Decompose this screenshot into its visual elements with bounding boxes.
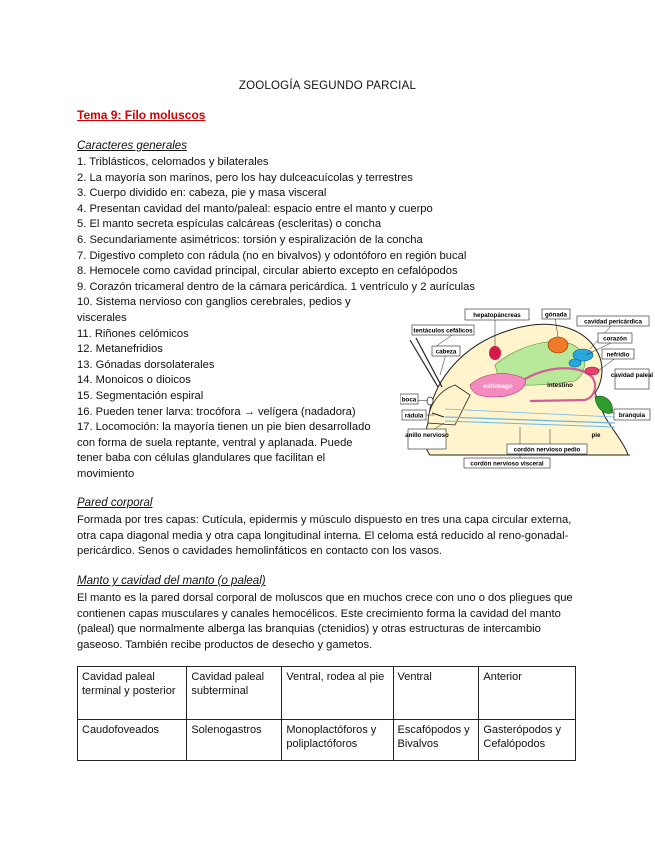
table-cell: Cavidad paleal subterminal <box>187 667 282 720</box>
list-item: 16. Pueden tener larva: trocófora → velígera (nadadora) <box>77 405 356 418</box>
tema-heading: Tema 9: Filo moluscos <box>77 108 206 122</box>
pared-heading: Pared corporal <box>77 497 153 509</box>
gonad-shape <box>548 337 568 353</box>
list-item: 15. Segmentación espiral <box>77 389 204 402</box>
table-row <box>78 720 576 761</box>
label-hepatopancreas: hepatopáncreas <box>473 312 521 319</box>
table-cell: Monoplactóforos y poliplactóforos <box>282 720 393 761</box>
table-cell: Ventral <box>393 667 479 720</box>
label-cordon-pedio: cordón nervioso pedio <box>513 446 581 454</box>
list-item: 7. Digestivo completo con rádula (no en bivalvos) y odontóforo en región bucal <box>77 249 467 262</box>
manto-heading: Manto y cavidad del manto (o paleal) <box>77 575 266 587</box>
pared-text: Formada por tres capas: Cutícula, epidermis y músculo dispuesto en tres una capa circular externa, otra capa diagonal media y otra capa longitudinal interna. El celoma está reducido al reno-gonadal-pericárdico. Senos o cavidades hemolinfáticos en contacto con los vasos. <box>77 514 572 558</box>
list-item: 2. La mayoría son marinos, pero los hay dulceacuícolas y terrestres <box>77 171 413 184</box>
list-item: 11. Riñones celómicos <box>77 327 189 340</box>
table-cell: Escafópodos y Bivalvos <box>393 720 479 761</box>
label-cavidad-pericardica: cavidad pericárdica <box>584 318 642 326</box>
label-intestino: intestino <box>547 382 573 389</box>
label-cabeza: cabeza <box>435 348 457 356</box>
label-estomago: estómago <box>483 383 513 390</box>
table-cell: Anterior <box>479 667 576 720</box>
table-cell: Cavidad paleal terminal y posterior <box>78 667 187 720</box>
nephridium-shape <box>585 367 599 375</box>
label-nefridio: nefridio <box>606 351 630 359</box>
caracteres-heading: Caracteres generales <box>77 140 187 152</box>
list-item: 9. Corazón tricameral dentro de la cámara pericárdica. 1 ventrículo y 2 aurículas <box>77 280 475 293</box>
list-item: 5. El manto secreta espículas calcáreas (escleritas) o concha <box>77 218 382 231</box>
list-item: 12. Metanefridios <box>77 343 163 356</box>
label-gonada: gónada <box>544 311 568 319</box>
table-row <box>78 667 576 720</box>
manto-text: El manto es la pared dorsal corporal de moluscos que en muchos crece con uno o dos pliegues que contienen capas musculares y canales hemocélicos. Este crecimiento forma la cavidad del manto (paleal) que normalmente alberga las branquias (ctenidios) y otras estructuras de intercambio gaseoso. También recibe productos de desecho y gametos. <box>77 592 573 651</box>
label-branquia: branquia <box>618 412 646 419</box>
list-item: 4. Presentan cavidad del manto/paleal: espacio entre el manto y cuerpo <box>77 202 433 215</box>
table-cell: Caudofoveados <box>78 720 187 761</box>
table-cell: Ventral, rodea al pie <box>282 667 393 720</box>
mollusc-anatomy-diagram <box>400 305 655 475</box>
label-cordon-visceral: cordón nervioso visceral <box>470 460 544 468</box>
list-item: 6. Secundariamente asimétricos: torsión y espiralización de la concha <box>77 233 423 246</box>
label-tentaculos: tentáculos cefálicos <box>413 327 473 335</box>
label-radula: rádula <box>404 412 424 420</box>
table-cell: Gasterópodos y Cefalópodos <box>479 720 576 761</box>
list-item: 14. Monoicos o dioicos <box>77 374 191 387</box>
list-item: 17. Locomoción: la mayoría tienen un pie bien desarrollado con forma de suela reptante, ventral y aplanada. Puede tener baba con células glandulares que facilitan el movimiento <box>77 421 371 480</box>
list-item: 8. Hemocele como cavidad principal, circular abierto excepto en cefalópodos <box>77 265 458 278</box>
label-boca: boca <box>401 396 417 404</box>
label-pie: pie <box>591 432 601 439</box>
list-item: 1. Triblásticos, celomados y bilaterales <box>77 156 269 168</box>
manto-table <box>77 666 576 761</box>
list-item: 3. Cuerpo dividido en: cabeza, pie y masa visceral <box>77 187 327 200</box>
label-corazon: corazón <box>603 335 627 343</box>
label-cavidad-paleal: cavidad paleal <box>610 372 654 379</box>
document-title: ZOOLOGÍA SEGUNDO PARCIAL <box>238 80 417 92</box>
list-item: 13. Gónadas dorsolaterales <box>77 358 215 371</box>
list-item: 10. Sistema nervioso con ganglios cerebrales, pedios y viscerales <box>77 296 351 324</box>
table-cell: Solenogastros <box>187 720 282 761</box>
label-anillo-nervioso: anillo nervioso <box>405 432 449 439</box>
